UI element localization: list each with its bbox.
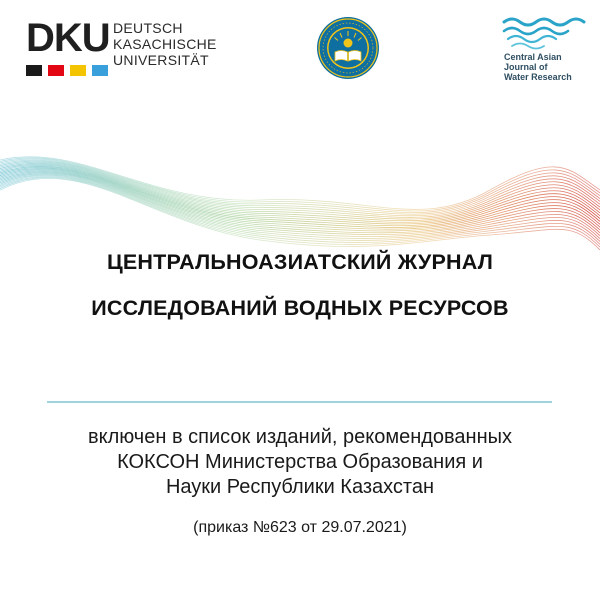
dku-logo-name	[113, 20, 217, 68]
water-waves-icon	[498, 14, 590, 50]
dku-logo-letters: DKU	[26, 16, 110, 60]
dku-name-line-3: UNIVERSITÄT	[113, 52, 209, 68]
body-text-line-3: Науки Республики Казахстан	[165, 476, 435, 498]
dku-logo	[26, 18, 246, 80]
cajwr-name-line-3: Water Research	[504, 72, 572, 82]
dku-color-bar-blue	[92, 65, 108, 76]
cajwr-logo-name	[504, 52, 572, 82]
divider	[47, 401, 552, 403]
order-note: (приказ №623 от 29.07.2021)	[193, 519, 407, 536]
cajwr-name-line-2: Journal of	[504, 62, 548, 72]
dku-color-bar-yellow	[70, 65, 86, 76]
cajwr-name-line-1: Central Asian	[504, 52, 562, 62]
cajwr-logo	[494, 10, 594, 90]
body-text-line-1: включен в список изданий, рекомендованных	[87, 426, 513, 448]
ministry-seal-icon	[316, 16, 380, 80]
body-text-line-2: КОКСОН Министерства Образования и	[117, 451, 483, 473]
dku-name-line-1: DEUTSCH	[113, 20, 183, 36]
dku-name-line-2: KASACHISCHE	[113, 36, 217, 52]
wave-line	[0, 178, 600, 250]
dku-color-bar-black	[26, 65, 42, 76]
journal-title-line-2: ИССЛЕДОВАНИЙ ВОДНЫХ РЕСУРСОВ	[91, 296, 509, 320]
journal-title-line-1: ЦЕНТРАЛЬНОАЗИАТСКИЙ ЖУРНАЛ	[106, 250, 494, 274]
dku-color-bar-red	[48, 65, 64, 76]
wave-line	[0, 165, 600, 222]
